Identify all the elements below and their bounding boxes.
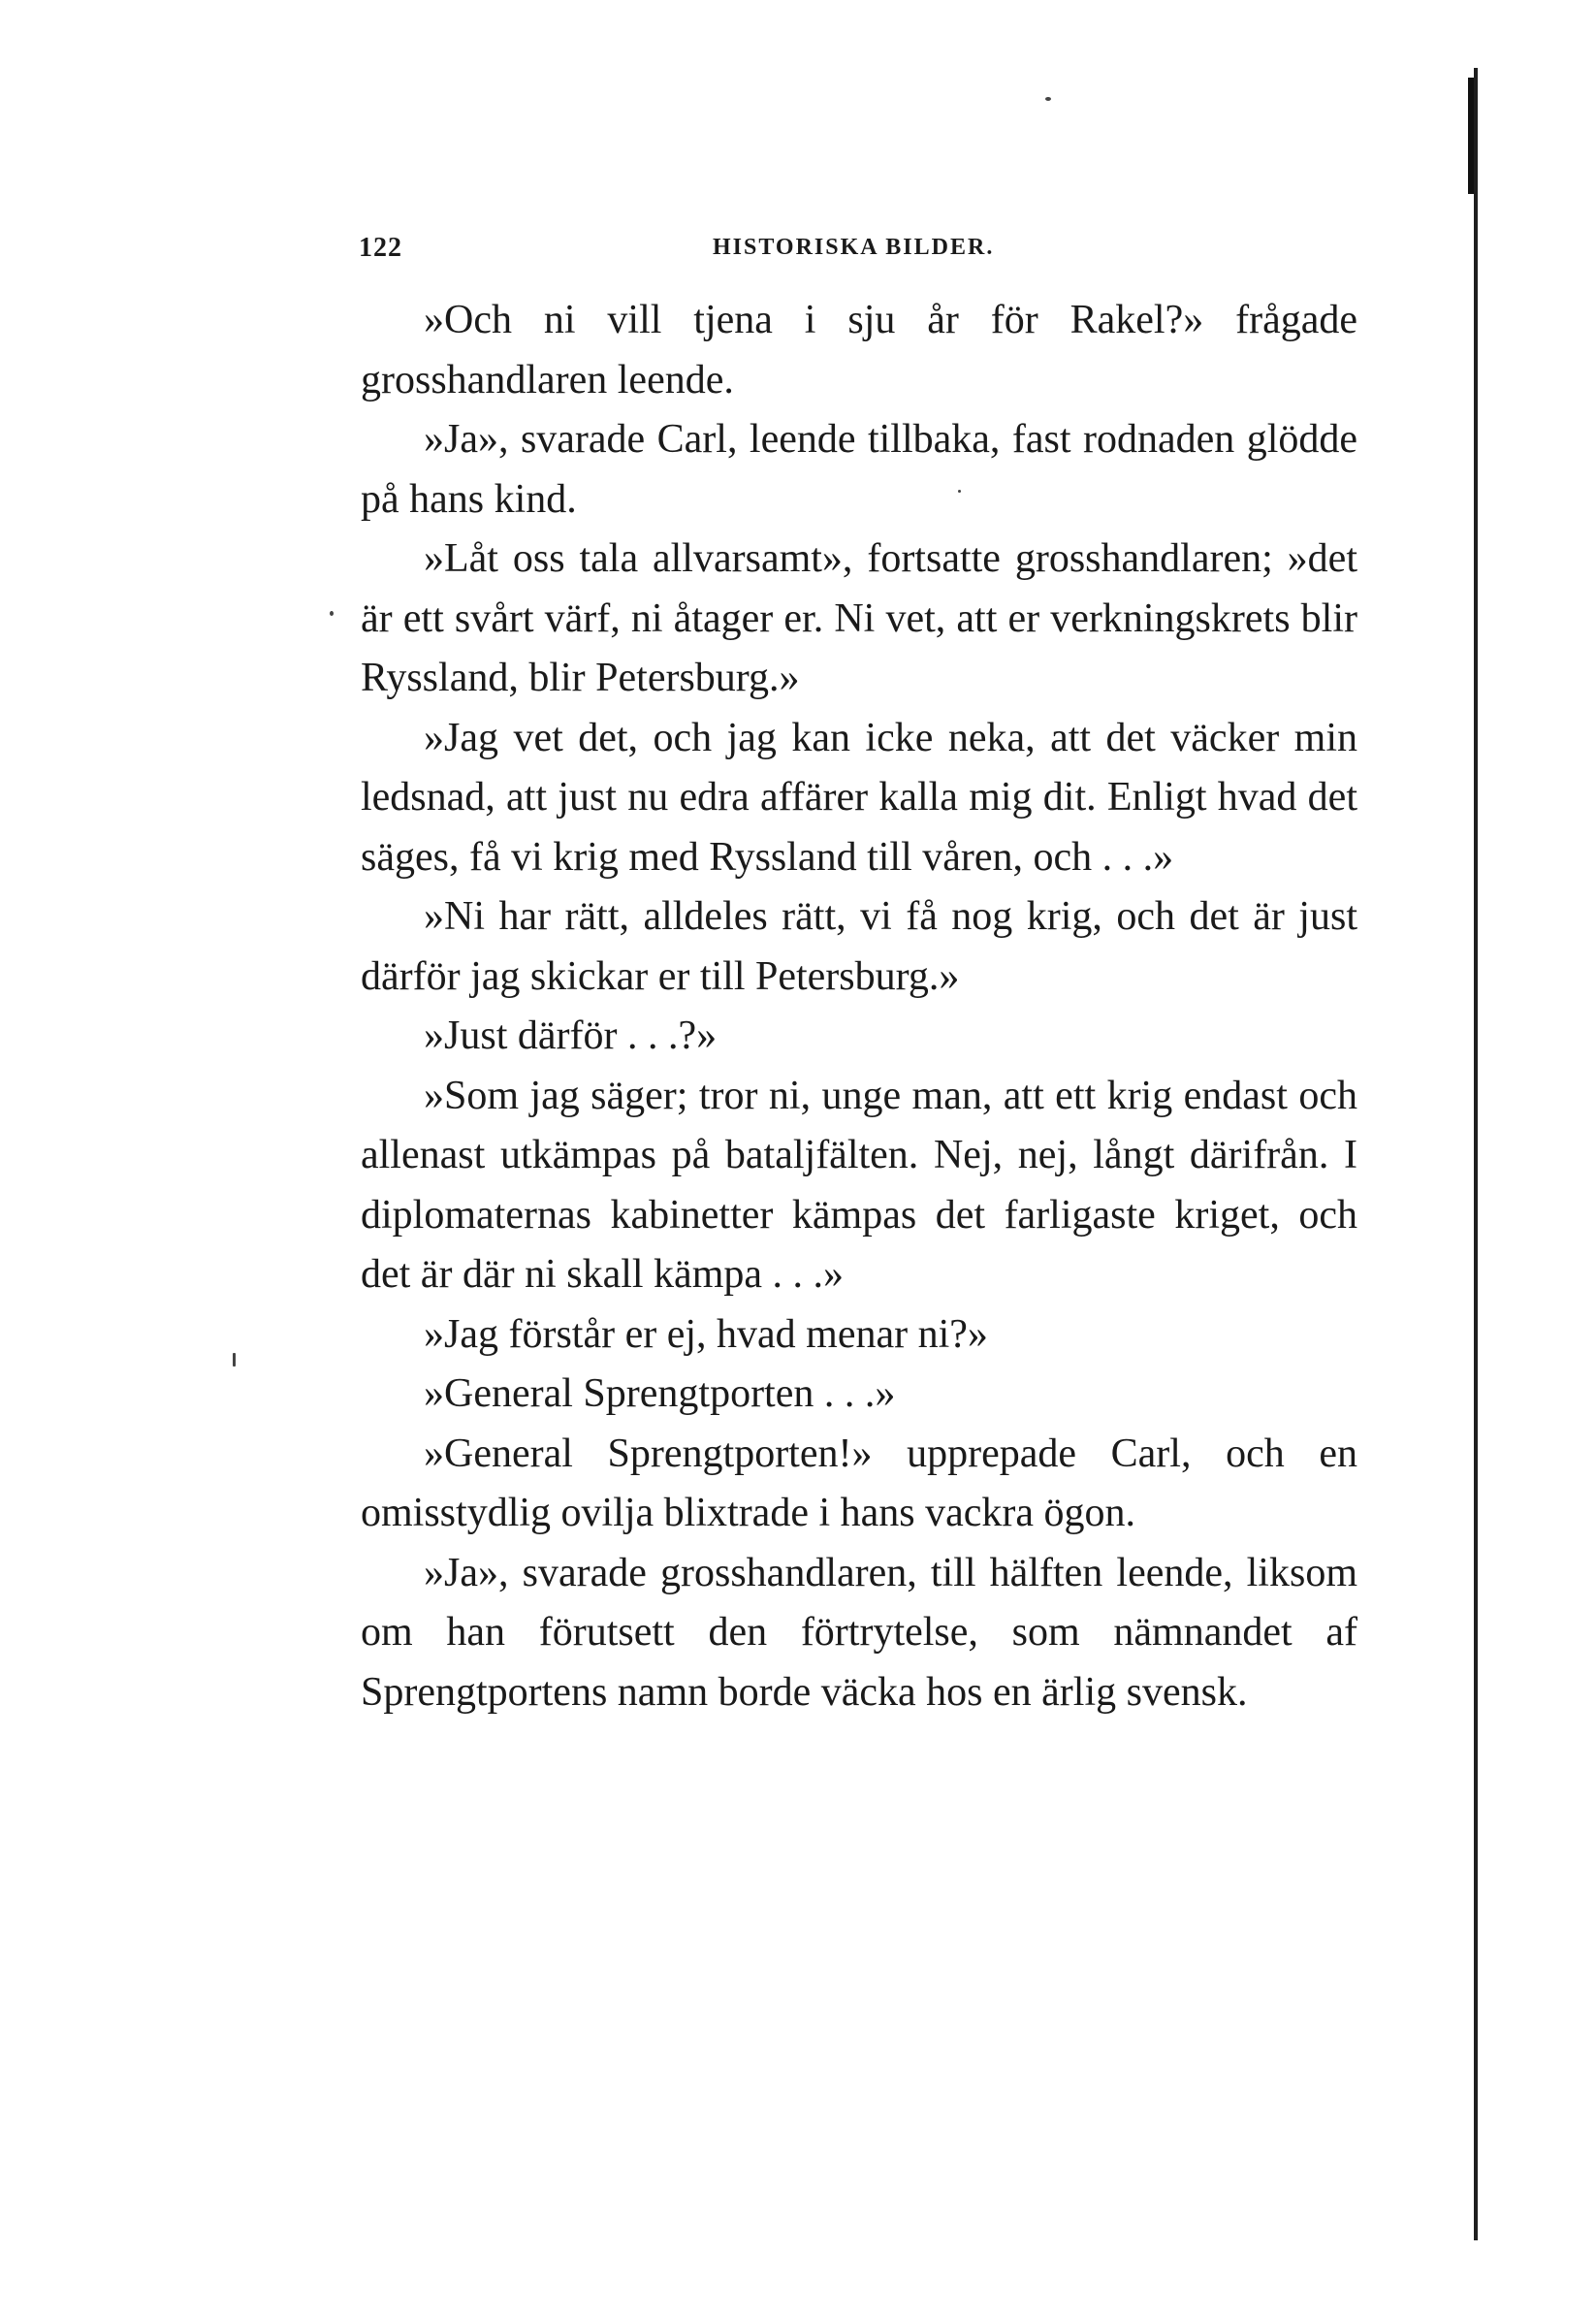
scan-speck bbox=[330, 611, 334, 616]
paragraph: »Ni har rätt, alldeles rätt, vi få nog krig, och det är just därför jag skickar er till Petersburg.» bbox=[361, 894, 1357, 999]
paragraph: »Jag förstår er ej, hvad menar ni?» bbox=[424, 1311, 988, 1357]
paragraph: »Jag vet det, och jag kan icke neka, att det väcker min ledsnad, att just nu edra affärer kalla mig dit. Enligt hvad det säges, få vi krig med Ryssland till våren, och . . .» bbox=[361, 715, 1357, 880]
paragraph: »Som jag säger; tror ni, unge man, att ett krig endast och allenast utkämpas på bataljfälten. Nej, nej, långt därifrån. I diplomaternas kabinetter kämpas det farligaste kriget, och det är där ni skall kämpa . . .» bbox=[361, 1073, 1357, 1297]
paragraph: »Låt oss tala allvarsamt», fortsatte grosshandlaren; »det är ett svårt värf, ni åtager er. Ni vet, att er verkningskrets blir Ryssland, blir Petersburg.» bbox=[361, 536, 1357, 700]
body-text bbox=[361, 291, 1357, 1722]
paragraph: »Och ni vill tjena i sju år för Rakel?» frågade grosshandlaren leende. bbox=[361, 298, 1357, 402]
running-head bbox=[359, 233, 1357, 272]
paragraph: »Ja», svarade grosshandlaren, till hälften leende, liksom om han förutsett den förtrytelse, som nämnandet af Sprengtportens namn borde väcka hos en ärlig svensk. bbox=[361, 1550, 1357, 1715]
paragraph: »Ja», svarade Carl, leende tillbaka, fast rodnaden glödde på hans kind. bbox=[361, 417, 1357, 522]
page-number: 122 bbox=[359, 233, 402, 263]
paragraph: »General Sprengtporten . . .» bbox=[424, 1371, 896, 1416]
scan-speck bbox=[1045, 97, 1051, 101]
scan-speck bbox=[233, 1353, 236, 1367]
running-title: HISTORISKA BILDER. bbox=[713, 235, 995, 260]
paragraph: »Just därför . . .?» bbox=[424, 1013, 718, 1058]
paragraph: »General Sprengtporten!» upprepade Carl, och en omisstydlig ovilja blixtrade i hans vackra ögon. bbox=[361, 1431, 1357, 1535]
page-edge-shadow bbox=[1474, 68, 1478, 2240]
